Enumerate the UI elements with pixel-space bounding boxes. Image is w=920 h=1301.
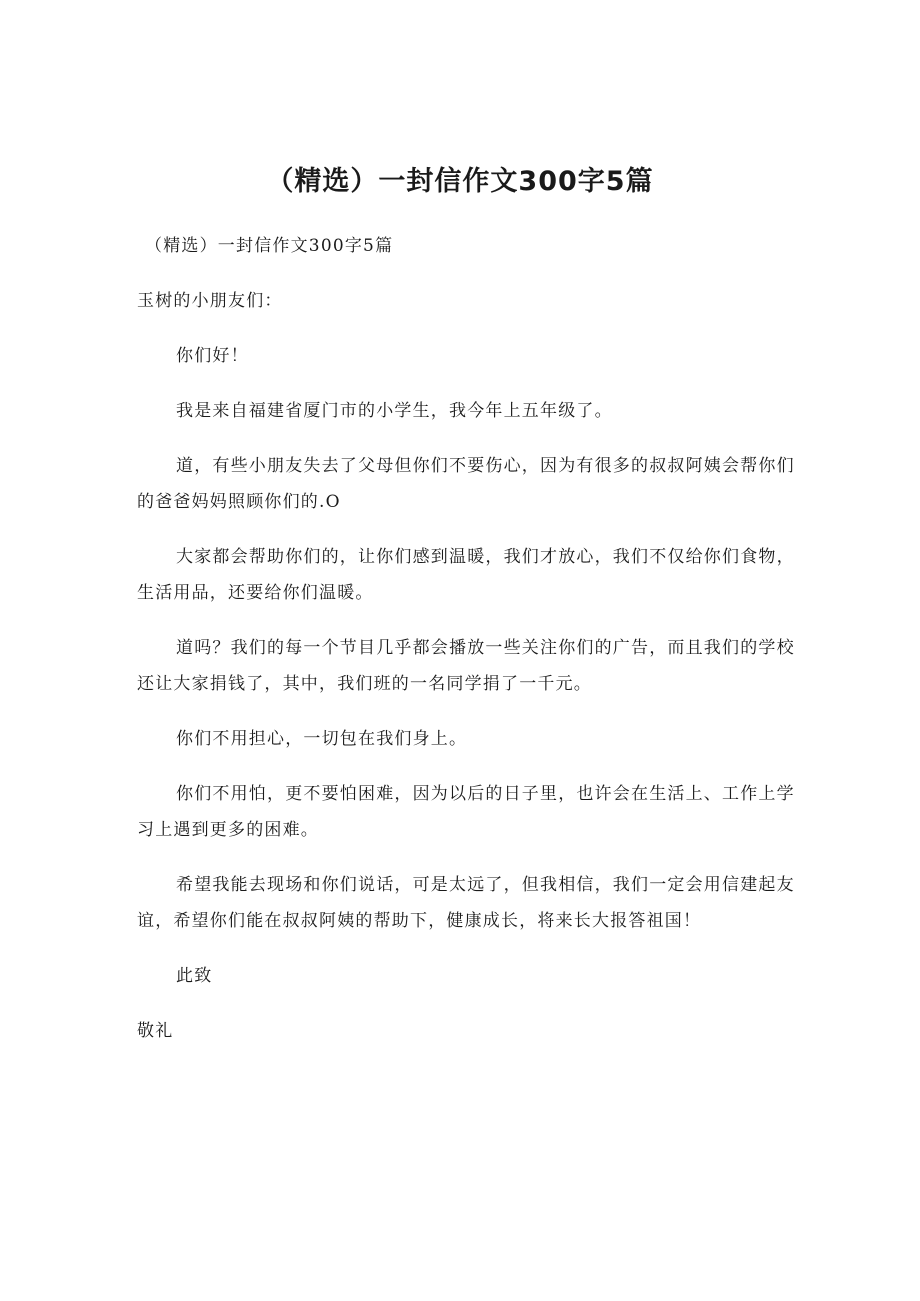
document-body: [137, 228, 809, 1068]
paragraph-introduction: 我是来自福建省厦门市的小学生，我今年上五年级了。: [176, 401, 613, 421]
document-subtitle: （精选）一封信作文300字5篇: [145, 236, 394, 256]
document-title: （精选）一封信作文300字5篇: [266, 166, 654, 197]
letter-closing: 敬礼: [137, 1021, 174, 1041]
paragraph-encouragement: 你们不用怕，更不要怕困难，因为以后的日子里，也许会在生活上、工作上学习上遇到更多的困难。: [137, 784, 795, 840]
paragraph-help: 大家都会帮助你们的，让你们感到温暖，我们才放心，我们不仅给你们食物，生活用品，还要给你们温暖。: [137, 547, 795, 603]
paragraph-reassurance: 你们不用担心，一切包在我们身上。: [176, 729, 468, 749]
paragraph-hope: 希望我能去现场和你们说话，可是太远了，但我相信，我们一定会用信建起友谊，希望你们能在叔叔阿姨的帮助下，健康成长，将来长大报答祖国！: [137, 875, 795, 931]
paragraph-greeting: 你们好！: [176, 346, 249, 366]
paragraph-donation: 道吗？我们的每一个节目几乎都会播放一些关注你们的广告，而且我们的学校还让大家捐钱了，其中，我们班的一名同学捐了一千元。: [137, 638, 795, 694]
letter-salutation: 玉树的小朋友们：: [137, 291, 283, 311]
letter-closing-phrase: 此致: [176, 966, 213, 986]
paragraph-comfort: 道，有些小朋友失去了父母但你们不要伤心，因为有很多的叔叔阿姨会帮你们的爸爸妈妈照顾你们的.O: [137, 456, 795, 512]
